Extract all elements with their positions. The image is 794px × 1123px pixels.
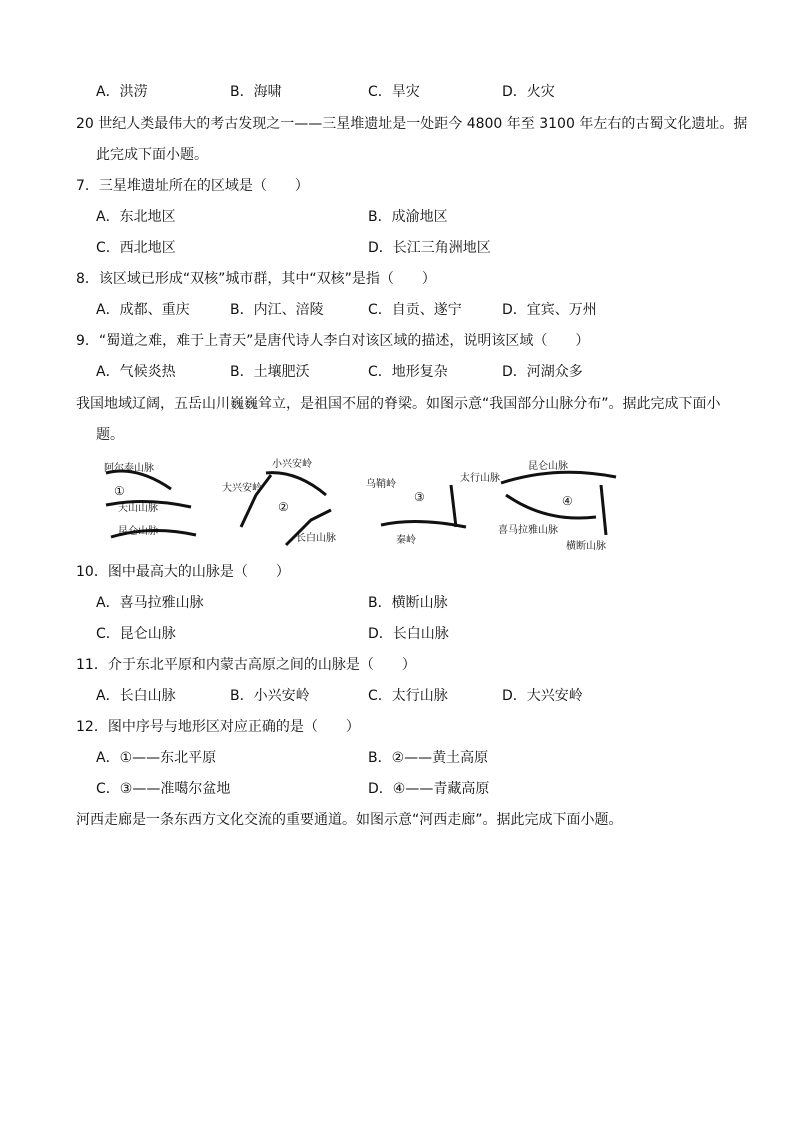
q11-option-d[interactable]: D．大兴安岭	[502, 688, 583, 704]
q8-option-d[interactable]: D．宜宾、万州	[502, 302, 597, 318]
map4-label-hengduan: 横断山脉	[566, 541, 606, 552]
q11-stem: 11．介于东北平原和内蒙古高原之间的山脉是（ ）	[76, 657, 416, 673]
map4-ridge-kunlun	[501, 472, 616, 483]
map1-label-altai: 阿尔泰山脉	[104, 463, 154, 474]
intro-sanxingdui-line2: 此完成下面小题。	[96, 147, 208, 163]
map4-label-himalaya: 喜马拉雅山脉	[498, 525, 558, 536]
map3-ridge-taihang	[451, 485, 456, 527]
map3-label-qinling: 秦岭	[396, 535, 416, 546]
q7-option-d[interactable]: D．长江三角洲地区	[368, 240, 491, 256]
map1-number: ①	[114, 484, 125, 498]
map3-number: ③	[414, 490, 425, 504]
q7-stem: 7．三星堆遗址所在的区域是（ ）	[76, 178, 309, 194]
q8-option-a[interactable]: A．成都、重庆	[96, 302, 190, 318]
map4-label-kunlun: 昆仑山脉	[528, 461, 568, 472]
q10-option-a[interactable]: A．喜马拉雅山脉	[96, 595, 204, 611]
q8-stem: 8．该区域已形成“双核”城市群，其中“双核”是指（ ）	[76, 271, 436, 287]
q12-stem: 12．图中序号与地形区对应正确的是（ ）	[76, 719, 360, 735]
map2-ridge-xiaoxinganling	[266, 473, 326, 495]
q12-option-a[interactable]: A．①——东北平原	[96, 750, 217, 766]
q9-option-d[interactable]: D．河湖众多	[502, 364, 583, 380]
q6-option-a[interactable]: A．洪涝	[96, 84, 148, 100]
q11-option-c[interactable]: C．太行山脉	[368, 688, 448, 704]
intro-mountains-line1: 我国地域辽阔，五岳山川巍巍耸立，是祖国不屈的脊梁。如图示意“我国部分山脉分布”。据此完成下面小	[76, 396, 721, 412]
map1-label-tianshan: 天山山脉	[118, 503, 158, 514]
q9-stem: 9．“蜀道之难，难于上青天”是唐代诗人李白对该区域的描述，说明该区域（ ）	[76, 333, 590, 349]
intro-sanxingdui-line1: 20 世纪人类最伟大的考古发现之一——三星堆遗址是一处距今 4800 年至 3100 年左右的古蜀文化遗址。据	[76, 116, 748, 132]
q12-option-d[interactable]: D．④——青藏高原	[368, 781, 490, 797]
map3-ridge-qinling	[381, 521, 466, 527]
q10-option-c[interactable]: C．昆仑山脉	[96, 626, 176, 642]
map2-label-changbai: 长白山脉	[296, 533, 336, 544]
map4-ridge-himalaya	[506, 495, 596, 518]
q8-option-c[interactable]: C．自贡、遂宁	[368, 302, 462, 318]
q10-option-d[interactable]: D．长白山脉	[368, 626, 449, 642]
q6-option-c[interactable]: C．旱灾	[368, 84, 420, 100]
intro-mountains-line2: 题。	[96, 427, 124, 443]
map2-label-daxinganling: 大兴安岭	[222, 483, 262, 494]
q12-option-b[interactable]: B．②——黄土高原	[368, 750, 489, 766]
map-4	[498, 459, 616, 552]
map1-label-kunlun: 昆仑山脉	[118, 526, 158, 537]
map3-label-taihang: 太行山脉	[460, 473, 500, 484]
q10-option-b[interactable]: B．横断山脉	[368, 595, 448, 611]
map4-number: ④	[562, 494, 573, 508]
map4-ridge-hengduan	[601, 485, 606, 535]
map3-label-wuqiaoling: 乌鞘岭	[366, 479, 396, 490]
q11-option-b[interactable]: B．小兴安岭	[230, 688, 310, 704]
q11-option-a[interactable]: A．长白山脉	[96, 688, 176, 704]
q7-option-b[interactable]: B．成渝地区	[368, 209, 448, 225]
q7-option-c[interactable]: C．西北地区	[96, 240, 176, 256]
q6-option-d[interactable]: D．火灾	[502, 84, 555, 100]
q8-option-b[interactable]: B．内江、涪陵	[230, 302, 324, 318]
map-1	[104, 461, 196, 537]
q12-option-c[interactable]: C．③——准噶尔盆地	[96, 781, 231, 797]
q6-option-b[interactable]: B．海啸	[230, 84, 282, 100]
map-2	[222, 457, 336, 545]
q9-option-a[interactable]: A．气候炎热	[96, 364, 176, 380]
q9-option-c[interactable]: C．地形复杂	[368, 364, 448, 380]
map-3	[366, 471, 500, 546]
intro-hexi: 河西走廊是一条东西方文化交流的重要通道。如图示意“河西走廊”。据此完成下面小题。	[76, 812, 623, 828]
q10-stem: 10．图中最高大的山脉是（ ）	[76, 564, 290, 580]
q9-option-b[interactable]: B．土壤肥沃	[230, 364, 310, 380]
mountain-ranges-figure	[96, 455, 656, 555]
q7-option-a[interactable]: A．东北地区	[96, 209, 176, 225]
map2-label-xiaoxinganling: 小兴安岭	[272, 459, 312, 470]
map2-number: ②	[278, 500, 289, 514]
